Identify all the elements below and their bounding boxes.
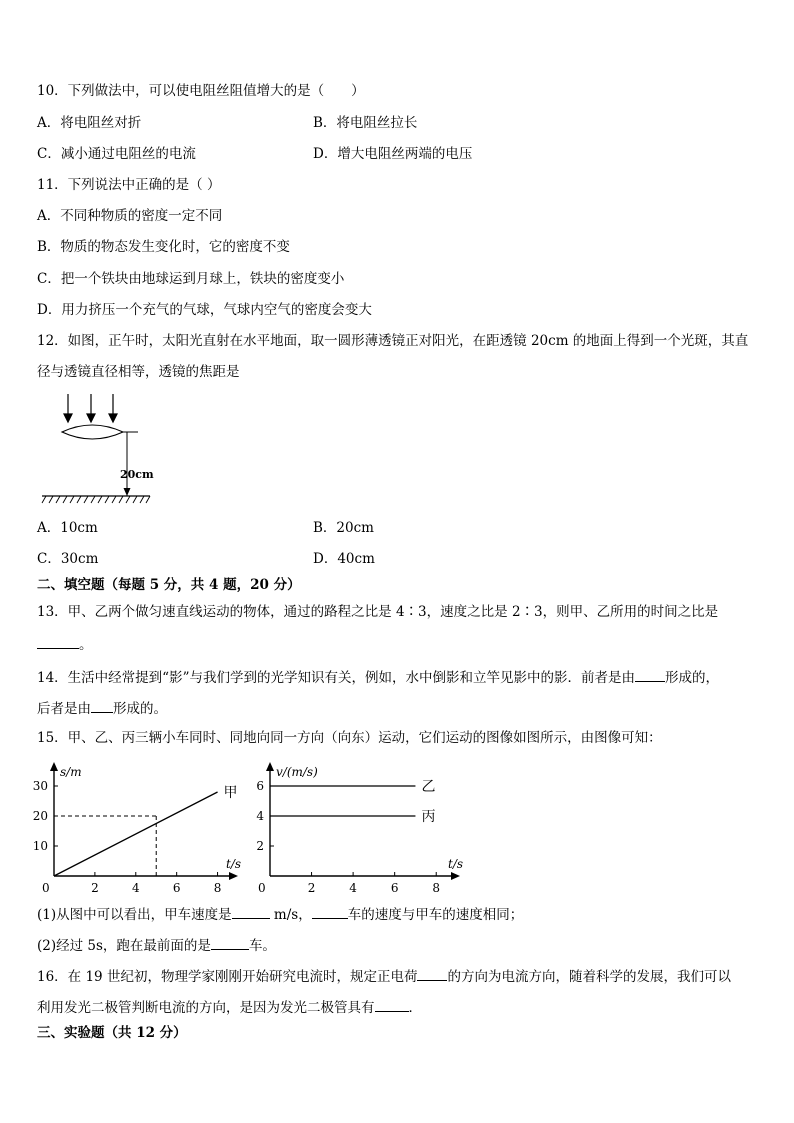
q15-sub1-c: 车的速度与甲车的速度相同；	[347, 907, 524, 923]
y-axis-arrow	[50, 762, 58, 771]
x-axis-label: t/s	[226, 857, 242, 871]
q14-answer-blank-1[interactable]	[635, 667, 665, 682]
series-line-1	[54, 792, 218, 876]
q13-line2	[37, 634, 93, 654]
q15-sub1-b: m/s，	[269, 907, 312, 923]
x-tick-label: 2	[307, 881, 316, 895]
y-tick-label: 4	[256, 809, 264, 823]
q14-answer-blank-2[interactable]	[91, 698, 113, 713]
q10-stem: 10．下列做法中，可以使电阻丝阻值增大的是（ ）	[37, 83, 365, 99]
y-tick-label: 30	[32, 779, 48, 793]
distance-arrow-bottom	[124, 488, 131, 496]
q16-answer-blank-1[interactable]	[417, 966, 447, 981]
ray-1-arrow	[64, 414, 72, 422]
q15-answer-blank-2[interactable]	[312, 904, 348, 919]
distance-label: 20cm	[120, 468, 154, 481]
x-tick-label: 8	[432, 881, 441, 895]
q12-stem-line1: 12．如图，正午时，太阳光直射在水平地面，取一圆形薄透镜正对阳光，在距透镜 20cm 的地面上得到一个光斑，其直	[37, 333, 749, 349]
q15-answer-blank-3[interactable]	[211, 935, 249, 950]
q13-answer-blank[interactable]	[37, 634, 79, 649]
x-axis-label: t/s	[448, 857, 464, 871]
q15-sub2-a: (2)经过 5s，跑在最前面的是	[37, 938, 211, 954]
q13-line2-end: 。	[79, 637, 93, 653]
q10-option-b: B．将电阻丝拉长	[313, 115, 418, 131]
q11-option-b: B．物质的物态发生变化时，它的密度不变	[37, 239, 290, 255]
q16-line1-b: 的方向为电流方向，随着科学的发展，我们可以	[447, 969, 731, 985]
q16-answer-blank-2[interactable]	[375, 997, 409, 1012]
q11-option-d: D．用力挤压一个充气的气球，气球内空气的密度会变大	[37, 302, 372, 318]
ground-hatching	[42, 496, 150, 503]
q16-line2-a: 利用发光二极管判断电流的方向，是因为发光二极管具有	[37, 1000, 375, 1016]
q16-line2	[37, 997, 422, 1017]
q16-line1	[37, 966, 731, 986]
q14-line1-a: 14．生活中经常提到“影”与我们学到的光学知识有关，例如，水中倒影和立竿见影中的影．前者是由	[37, 670, 635, 686]
x-tick-label: 8	[213, 881, 222, 895]
y-axis-label: s/m	[60, 765, 82, 779]
q14-line1	[37, 667, 719, 687]
sun-rays	[64, 394, 117, 422]
q10-option-c: C．减小通过电阻丝的电流	[37, 146, 196, 162]
convex-lens	[62, 425, 123, 439]
q15-sub2	[37, 935, 276, 955]
chart-velocity-time	[250, 756, 480, 896]
y-tick-label: 6	[256, 779, 264, 793]
series-label-1: 甲	[223, 785, 238, 801]
q11-option-c: C．把一个铁块由地球运到月球上，铁块的密度变小	[37, 271, 345, 287]
ray-2-arrow	[87, 414, 95, 422]
q14-line1-b: 形成的，	[664, 670, 719, 686]
q13-line1: 13．甲、乙两个做匀速直线运动的物体，通过的路程之比是 4∶3，速度之比是 2∶3，则甲、乙所用的时间之比是	[37, 604, 719, 620]
y-tick-label: 10	[32, 839, 48, 853]
lens-figure	[30, 388, 170, 508]
q16-line2-b: ．	[408, 1000, 422, 1016]
q12-option-a: A．10cm	[37, 520, 98, 536]
q12-option-d: D．40cm	[313, 551, 375, 567]
q14-line2	[37, 698, 167, 718]
section2-title: 二、填空题（每题 5 分，共 4 题，20 分）	[37, 577, 301, 593]
y-axis-label: v/(m/s)	[276, 765, 318, 779]
y-tick-label: 20	[32, 809, 48, 823]
y-tick-label: 2	[256, 839, 264, 853]
q11-option-a: A．不同种物质的密度一定不同	[37, 208, 223, 224]
x-tick-label: 2	[91, 881, 99, 895]
ray-3-arrow	[109, 414, 117, 422]
q15-answer-blank-1[interactable]	[232, 904, 270, 919]
origin-label: 0	[42, 881, 50, 895]
q14-line2-b: 形成的。	[113, 701, 167, 717]
x-tick-label: 4	[131, 881, 140, 895]
q11-stem: 11．下列说法中正确的是（ ）	[37, 177, 221, 193]
x-tick-label: 6	[172, 881, 181, 895]
x-tick-label: 4	[349, 881, 357, 895]
series-label-1: 乙	[421, 779, 436, 795]
series-label-2: 丙	[421, 809, 436, 825]
q12-option-c: C．30cm	[37, 551, 99, 567]
q12-stem-line2: 径与透镜直径相等，透镜的焦距是	[37, 364, 240, 380]
section3-title: 三、实验题（共 12 分）	[37, 1025, 187, 1041]
q14-line2-a: 后者是由	[37, 701, 91, 717]
x-axis-arrow	[229, 872, 238, 880]
q10-option-a: A．将电阻丝对折	[37, 115, 142, 131]
q15-sub2-b: 车。	[248, 938, 276, 954]
q12-option-b: B．20cm	[313, 520, 374, 536]
chart-distance-time	[30, 756, 250, 896]
y-axis-arrow	[266, 762, 274, 771]
x-axis-arrow	[451, 872, 460, 880]
q15-sub1	[37, 904, 523, 924]
origin-label: 0	[258, 881, 266, 895]
q15-stem: 15．甲、乙、丙三辆小车同时、同地向同一方向（向东）运动，它们运动的图像如图所示，由图像可知：	[37, 730, 662, 746]
x-tick-label: 6	[390, 881, 399, 895]
q16-line1-a: 16．在 19 世纪初，物理学家刚刚开始研究电流时，规定正电荷	[37, 969, 418, 985]
q10-option-d: D．增大电阻丝两端的电压	[313, 146, 473, 162]
q15-sub1-a: (1)从图中可以看出，甲车速度是	[37, 907, 232, 923]
